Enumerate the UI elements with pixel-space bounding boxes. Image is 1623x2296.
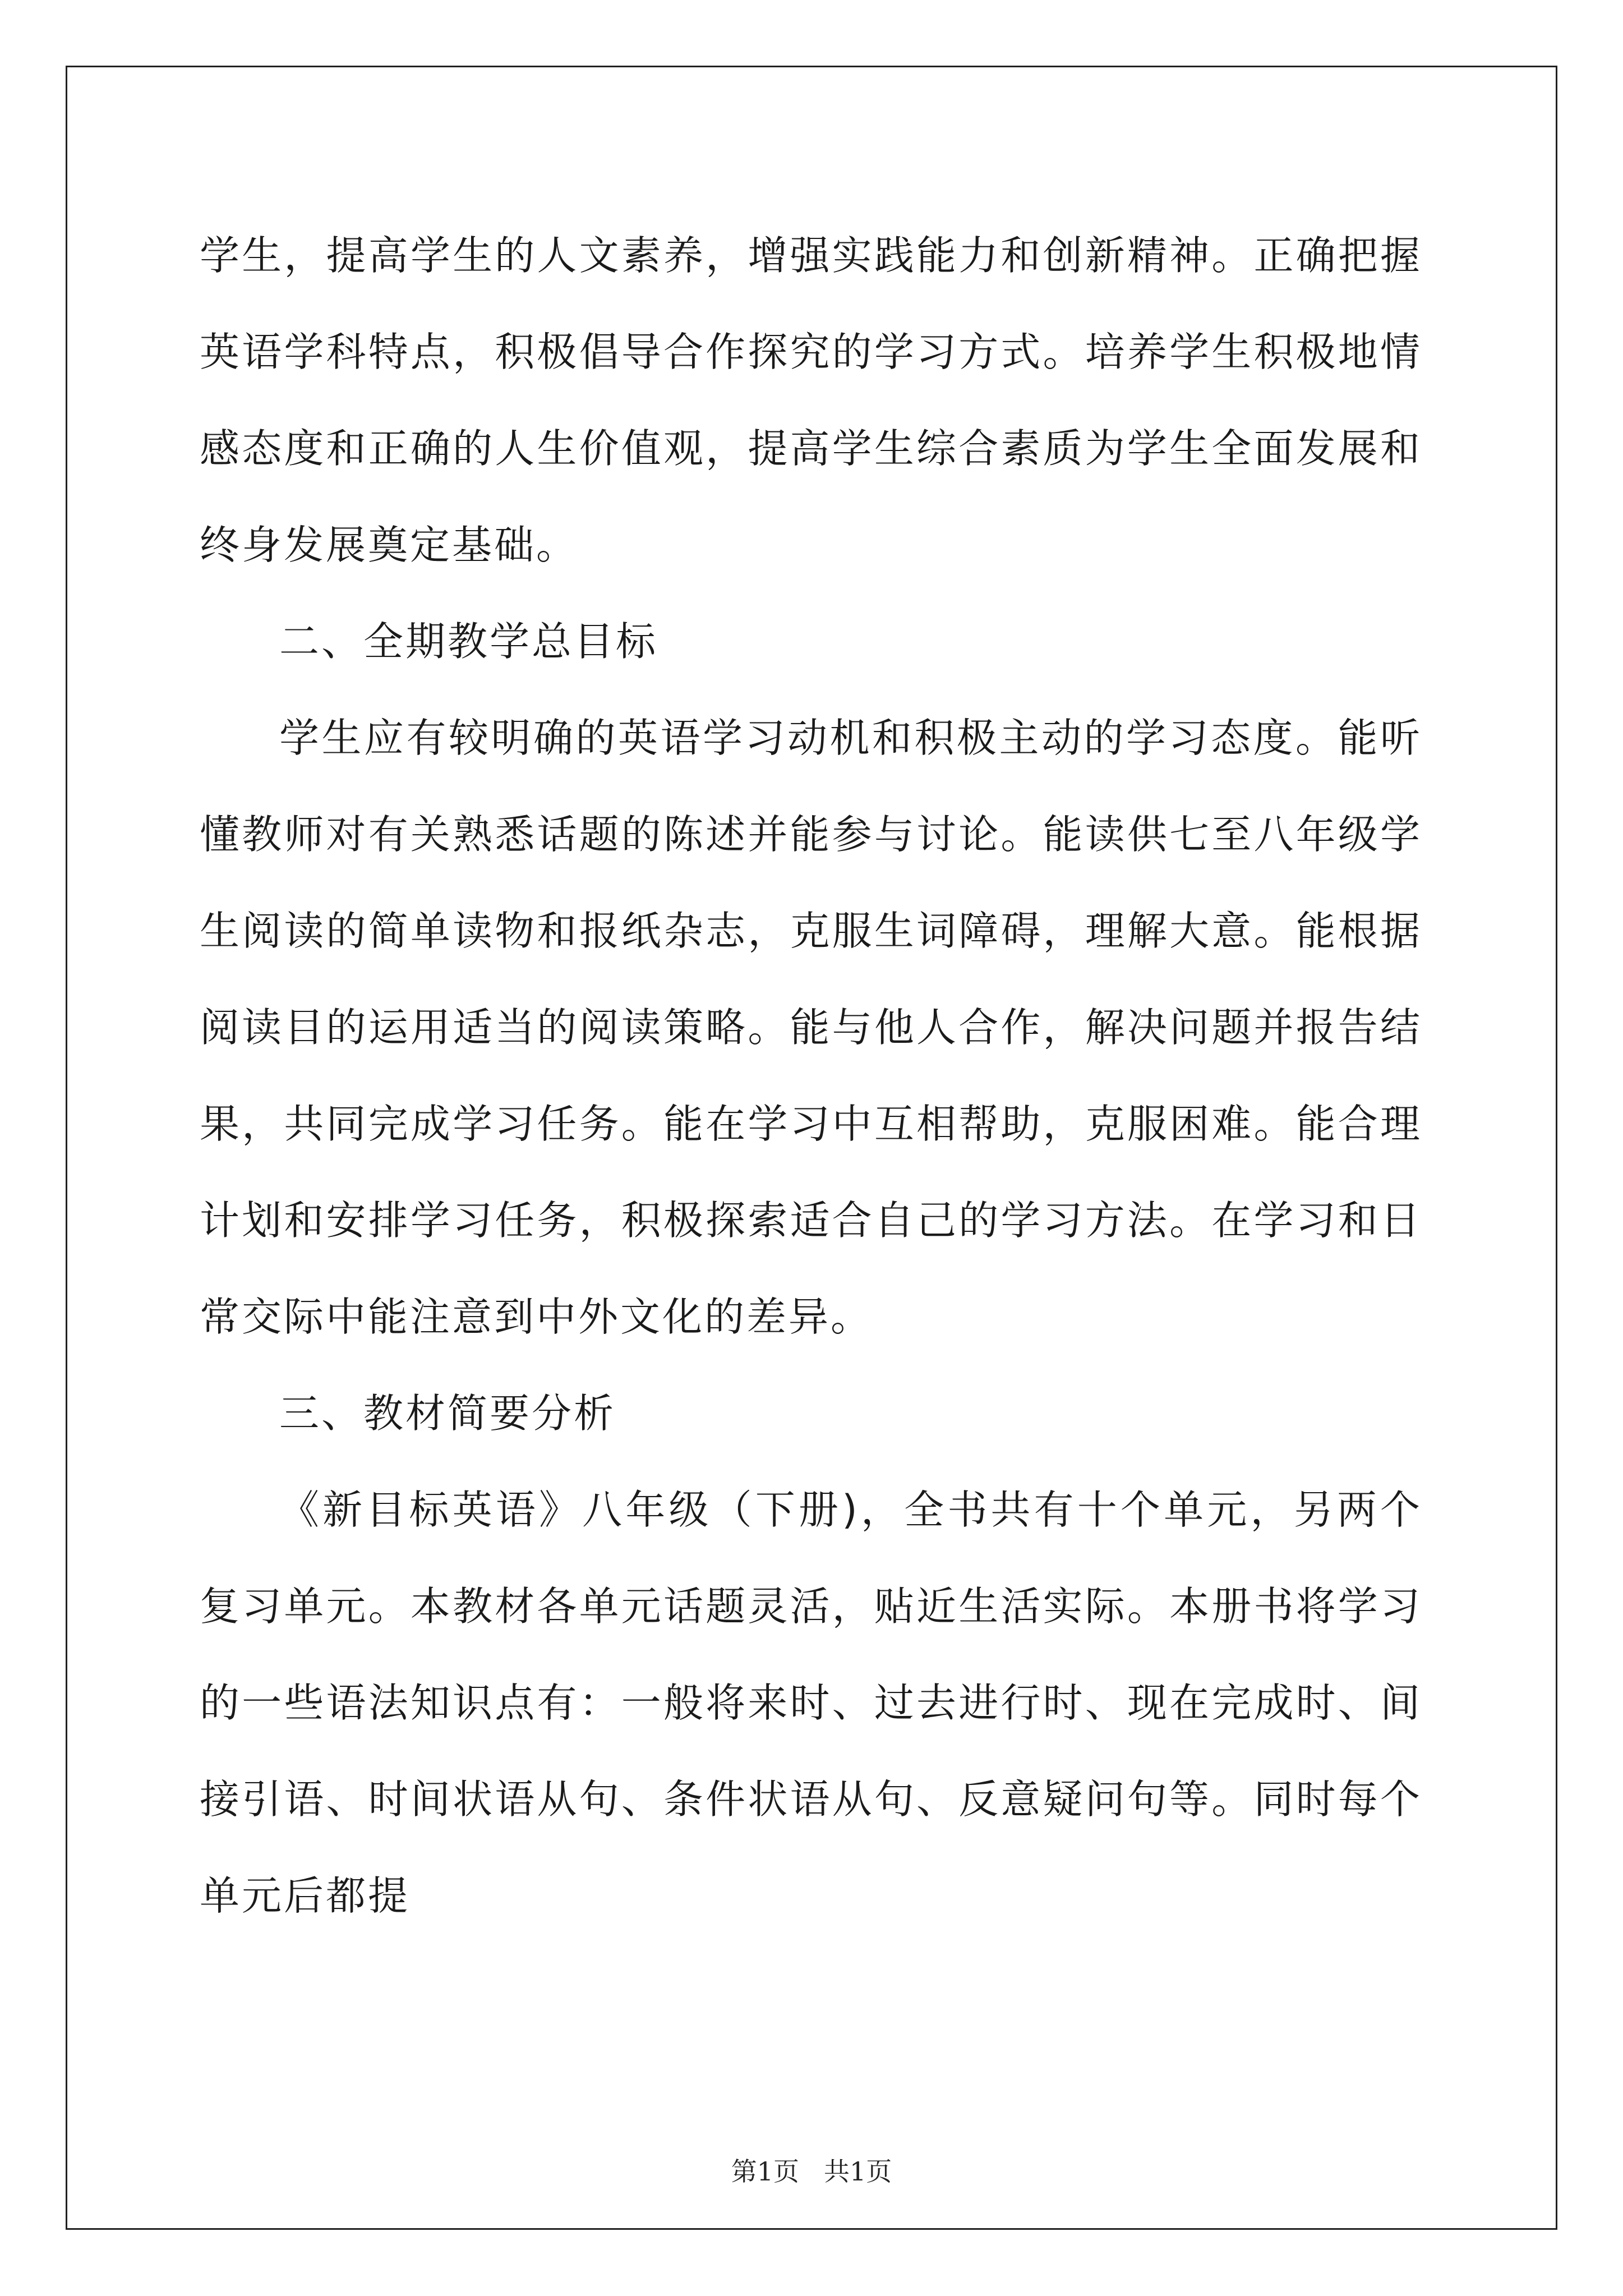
paragraph-intro-continuation: 学生，提高学生的人文素养，增强实践能力和创新精神。正确把握英语学科特点，积极倡导合作探究的学习方式。培养学生积极地情感态度和正确的人生价值观，提高学生综合素质为学生全面发展和终身发展奠定基础。 — [200, 232, 1422, 568]
document-body — [200, 208, 1422, 1944]
section-heading-goals: 二、全期教学总目标 — [279, 618, 658, 665]
total-pages: 共1页 — [823, 2156, 892, 2187]
page-number: 第1页 — [731, 2156, 800, 2187]
section-heading-textbook: 三、教材简要分析 — [279, 1390, 616, 1437]
paragraph-goals: 学生应有较明确的英语学习动机和积极主动的学习态度。能听懂教师对有关熟悉话题的陈述并能参与讨论。能读供七至八年级学生阅读的简单读物和报纸杂志，克服生词障碍，理解大意。能根据阅读目的运用适当的阅读策略。能与他人合作，解决问题并报告结果，共同完成学习任务。能在学习中互相帮助，克服困难。能合理计划和安排学习任务，积极探索适合自己的学习方法。在学习和日常交际中能注意到中外文化的差异。 — [200, 715, 1422, 1340]
page-footer — [0, 2151, 1623, 2188]
paragraph-textbook: 《新目标英语》八年级（下册)，全书共有十个单元，另两个复习单元。本教材各单元话题灵活，贴近生活实际。本册书将学习的一些语法知识点有：一般将来时、过去进行时、现在完成时、间接引语、时间状语从句、条件状语从句、反意疑问句等。同时每个单元后都提 — [200, 1487, 1422, 1919]
